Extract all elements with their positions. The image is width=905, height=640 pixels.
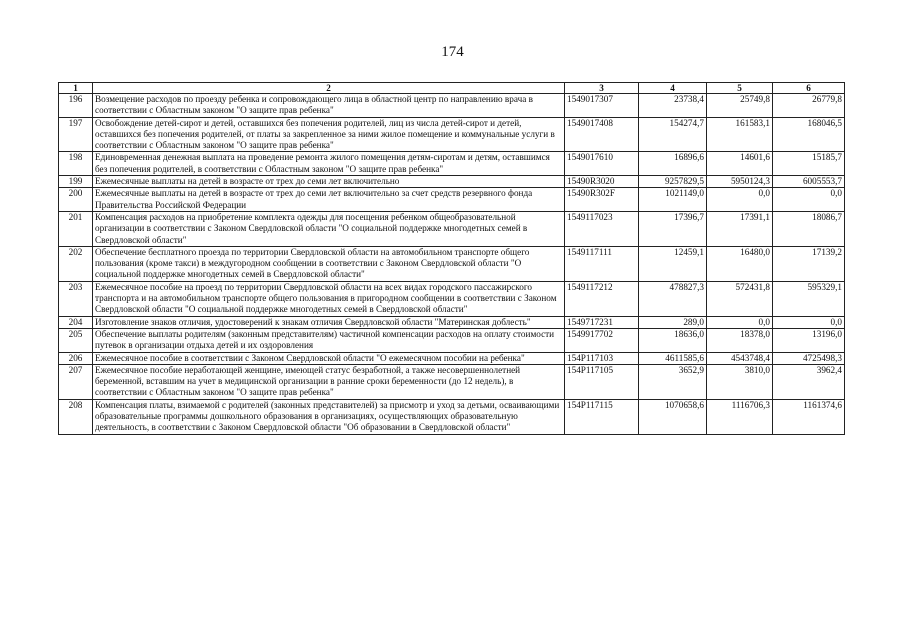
row-number: 200 [59, 188, 93, 212]
amount-column-6: 26779,8 [773, 94, 845, 118]
row-description: Компенсация расходов на приобретение комплекта одежды для посещения ребенком общеобразовательной организации в соответствии с Законом Свердловской области "О социальной поддержке многодетных семей в Свердловской области" [93, 211, 565, 246]
column-header: 3 [565, 83, 639, 94]
column-header: 4 [639, 83, 707, 94]
amount-column-5: 0,0 [707, 188, 773, 212]
amount-column-5: 16480,0 [707, 246, 773, 281]
amount-column-4: 12459,1 [639, 246, 707, 281]
amount-column-6: 13196,0 [773, 328, 845, 352]
amount-column-5: 25749,8 [707, 94, 773, 118]
amount-column-6: 4725498,3 [773, 352, 845, 364]
amount-column-5: 17391,1 [707, 211, 773, 246]
amount-column-5: 14601,6 [707, 152, 773, 176]
column-header: 1 [59, 83, 93, 94]
table-body [59, 94, 845, 435]
row-description: Ежемесячное пособие на проезд по территории Свердловской области на всех видах городского пассажирского транспорта и на автомобильном транспорте общего пользования в пригородном сообщении в соответствии с Законом Свердловской области "О социальной поддержке многодетных семей в Свердловской области" [93, 281, 565, 316]
table-row [59, 117, 845, 152]
amount-column-5: 5950124,3 [707, 176, 773, 188]
row-number: 196 [59, 94, 93, 118]
amount-column-6: 0,0 [773, 188, 845, 212]
budget-code: 1549117111 [565, 246, 639, 281]
amount-column-4: 23738,4 [639, 94, 707, 118]
amount-column-4: 3652,9 [639, 364, 707, 399]
table-row [59, 399, 845, 434]
row-description: Возмещение расходов по проезду ребенка и сопровождающего лица в областной центр по направлению врача в соответствии с Областным законом "О защите прав ребенка" [93, 94, 565, 118]
row-description: Освобождение детей-сирот и детей, оставшихся без попечения родителей, лиц из числа детей-сирот и детей, оставшихся без попечения родителей, от платы за закрепленное за ними жилое помещение и коммунальные услуги в соответствии с Областным законом "О защите прав ребенка" [93, 117, 565, 152]
budget-code: 1549117212 [565, 281, 639, 316]
amount-column-4: 18636,0 [639, 328, 707, 352]
row-number: 203 [59, 281, 93, 316]
budget-code: 154P117115 [565, 399, 639, 434]
budget-code: 154P117105 [565, 364, 639, 399]
column-header: 6 [773, 83, 845, 94]
amount-column-4: 9257829,5 [639, 176, 707, 188]
amount-column-4: 17396,7 [639, 211, 707, 246]
table-row [59, 94, 845, 118]
row-description: Компенсация платы, взимаемой с родителей (законных представителей) за присмотр и уход за детьми, осваивающими образовательные программы дошкольного образования в организациях, осуществляющих образовательную деятельность, в соответствии с Законом Свердловской области "Об образовании в Свердловской области" [93, 399, 565, 434]
amount-column-6: 17139,2 [773, 246, 845, 281]
row-description: Ежемесячное пособие в соответствии с Законом Свердловской области "О ежемесячном пособии на ребенка" [93, 352, 565, 364]
amount-column-5: 3810,0 [707, 364, 773, 399]
table-row [59, 328, 845, 352]
amount-column-5: 0,0 [707, 316, 773, 328]
row-description: Ежемесячные выплаты на детей в возрасте от трех до семи лет включительно [93, 176, 565, 188]
table-row [59, 211, 845, 246]
row-description: Ежемесячные выплаты на детей в возрасте от трех до семи лет включительно за счет средств резервного фонда Правительства Российской Федерации [93, 188, 565, 212]
budget-code: 1549717231 [565, 316, 639, 328]
amount-column-5: 18378,0 [707, 328, 773, 352]
row-number: 208 [59, 399, 93, 434]
row-number: 197 [59, 117, 93, 152]
amount-column-6: 0,0 [773, 316, 845, 328]
amount-column-6: 6005553,7 [773, 176, 845, 188]
amount-column-4: 1070658,6 [639, 399, 707, 434]
amount-column-4: 289,0 [639, 316, 707, 328]
amount-column-4: 1021149,0 [639, 188, 707, 212]
row-number: 206 [59, 352, 93, 364]
row-number: 204 [59, 316, 93, 328]
amount-column-4: 478827,3 [639, 281, 707, 316]
amount-column-6: 1161374,6 [773, 399, 845, 434]
table-row [59, 246, 845, 281]
table-row [59, 188, 845, 212]
budget-code: 15490R3020 [565, 176, 639, 188]
table-header-row [59, 83, 845, 94]
amount-column-5: 1116706,3 [707, 399, 773, 434]
row-number: 205 [59, 328, 93, 352]
table-row [59, 176, 845, 188]
row-description: Единовременная денежная выплата на проведение ремонта жилого помещения детям-сиротам и детям, оставшимся без попечения родителей, в соответствии с Областным законом "О защите прав ребенка" [93, 152, 565, 176]
budget-code: 1549017610 [565, 152, 639, 176]
budget-code: 154P117103 [565, 352, 639, 364]
row-number: 202 [59, 246, 93, 281]
table-row [59, 316, 845, 328]
budget-code: 1549117023 [565, 211, 639, 246]
amount-column-6: 595329,1 [773, 281, 845, 316]
row-description: Обеспечение выплаты родителям (законным представителям) частичной компенсации расходов на оплату стоимости путевок в организации отдыха детей и их оздоровления [93, 328, 565, 352]
budget-code: 15490R302F [565, 188, 639, 212]
row-number: 207 [59, 364, 93, 399]
amount-column-5: 4543748,4 [707, 352, 773, 364]
amount-column-5: 161583,1 [707, 117, 773, 152]
amount-column-4: 154274,7 [639, 117, 707, 152]
amount-column-4: 4611585,6 [639, 352, 707, 364]
row-number: 201 [59, 211, 93, 246]
column-header: 2 [93, 83, 565, 94]
row-description: Обеспечение бесплатного проезда по территории Свердловской области на автомобильном транспорте общего пользования (кроме такси) в междугородном сообщении в соответствии с Законом Свердловской области "О социальной поддержке многодетных семей в Свердловской области" [93, 246, 565, 281]
table-row [59, 152, 845, 176]
table-row [59, 352, 845, 364]
row-description: Изготовление знаков отличия, удостоверений к знакам отличия Свердловской области "Материнская доблесть" [93, 316, 565, 328]
amount-column-5: 572431,8 [707, 281, 773, 316]
budget-table [58, 82, 845, 435]
row-description: Ежемесячное пособие неработающей женщине, имеющей статус безработной, а также несовершеннолетней беременной, вставшим на учет в медицинской организации в ранние сроки беременности (до 12 недель), в соответствии с Областным законом "О защите прав ребенка" [93, 364, 565, 399]
amount-column-6: 3962,4 [773, 364, 845, 399]
page-number: 174 [441, 44, 464, 60]
amount-column-6: 18086,7 [773, 211, 845, 246]
amount-column-6: 168046,5 [773, 117, 845, 152]
row-number: 199 [59, 176, 93, 188]
row-number: 198 [59, 152, 93, 176]
amount-column-4: 16896,6 [639, 152, 707, 176]
column-header: 5 [707, 83, 773, 94]
budget-code: 1549017307 [565, 94, 639, 118]
budget-code: 1549017408 [565, 117, 639, 152]
table-row [59, 364, 845, 399]
table-row [59, 281, 845, 316]
budget-code: 1549917702 [565, 328, 639, 352]
amount-column-6: 15185,7 [773, 152, 845, 176]
